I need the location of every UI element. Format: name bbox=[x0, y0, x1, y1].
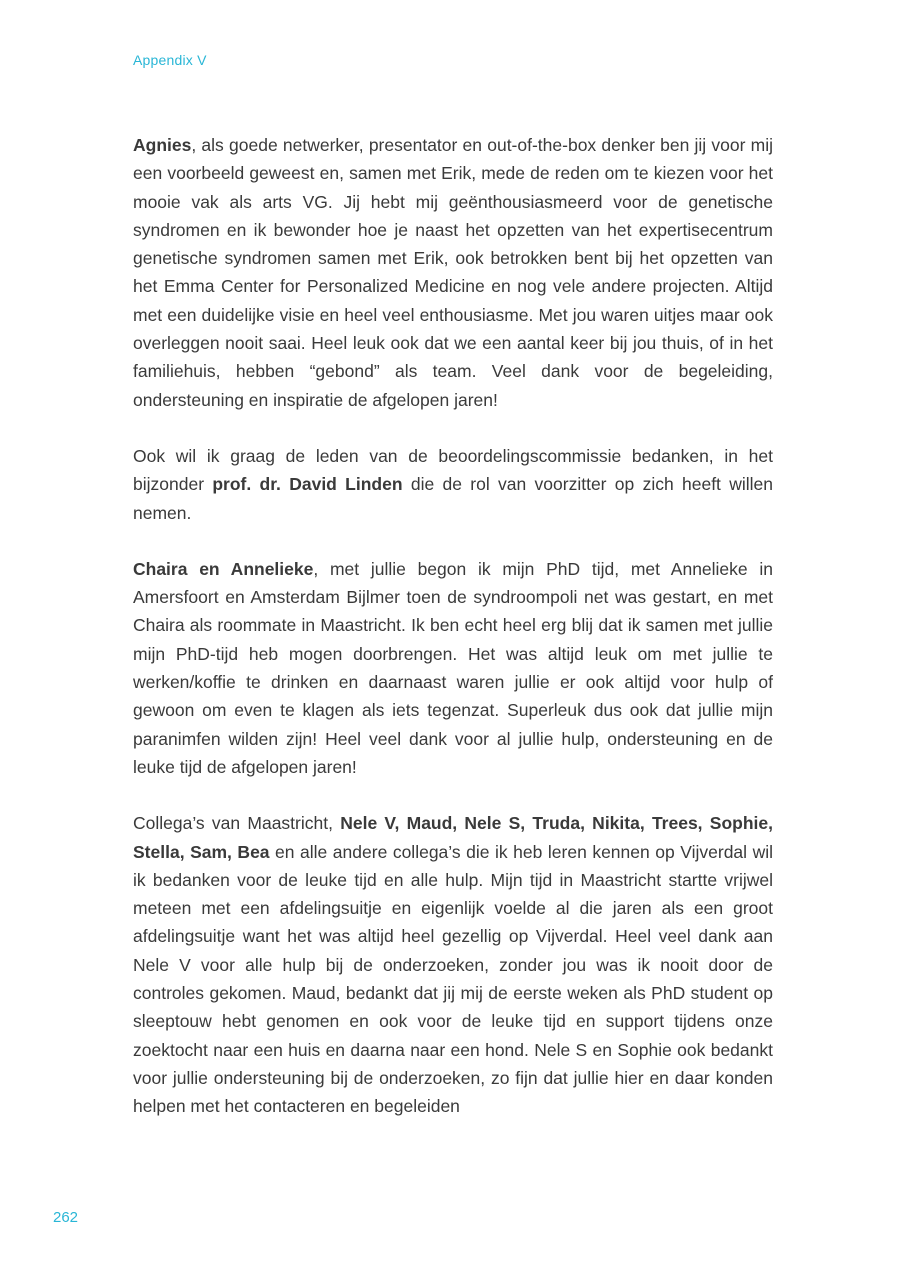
paragraph-text: die de rol van voorzitter op zich heeft willen nemen. bbox=[133, 474, 773, 523]
paragraph-text: Ook wil ik graag de leden van de beoordelingscommissie bedanken, in het bijzonder bbox=[133, 445, 773, 495]
bold-names: Nele V, Maud, Nele S, Truda, Nikita, Trees, Sophie, Stella, Sam, Bea bbox=[133, 813, 773, 862]
paragraph-text: , als goede netwerker, presentator en out-of-the-box denker ben jij voor mij een voorbeeld geweest en, samen met Erik, mede de reden om te kiezen voor het mooie vak als arts VG. Jij hebt mij geënthousiasmeerd voor de genetische syndromen en ik bewonder hoe je naast het opzetten van het expertisecentrum genetische syndromen samen met Erik, ook betrokken bent bij het opzetten van het Emma Center for Personalized Medicine en nog vele andere projecten. Altijd met een duidelijke visie en heel veel enthousiasme. Met jou waren uitjes maar ook overleggen nooit saai. Heel leuk ook dat we een aantal keer bij jou thuis, of in het familiehuis, hebben “gebond” als team. Veel dank voor de begeleiding, ondersteuning en inspiratie de afgelopen jaren! bbox=[133, 135, 773, 410]
paragraph-agnies bbox=[133, 131, 773, 414]
bold-name: Chaira en Annelieke bbox=[133, 558, 314, 579]
paragraph-text: en alle andere collega’s die ik heb leren kennen op Vijverdal wil ik bedanken voor de leuke tijd en alle hulp. Mijn tijd in Maastricht startte vrijwel meteen met een afdelingsuitje en eigenlijk voelde al die jaren als een groot afdelingsuitje want het was altijd heel gezellig op Vijverdal. Heel veel dank aan Nele V voor alle hulp bij de onderzoeken, zonder jou was ik nooit door de controles gekomen. Maud, bedankt dat jij mij de eerste weken als PhD student op sleeptouw hebt genomen en ook voor de leuke tijd en support tijdens onze zoektocht naar een huis en daarna naar een hond. Nele S en Sophie ook bedankt voor jullie ondersteuning bij de onderzoeken, zo fijn dat jullie hier en daar konden helpen met het contacteren en begeleiden bbox=[133, 841, 773, 1117]
paragraph-committee bbox=[133, 442, 773, 527]
bold-name: prof. dr. David Linden bbox=[212, 474, 403, 495]
bold-name: Agnies bbox=[133, 135, 192, 155]
paragraph-paranimfen bbox=[133, 555, 773, 781]
paragraph-text: , met jullie begon ik mijn PhD tijd, met Annelieke in Amersfoort en Amsterdam Bijlmer toen de syndroompoli net was gestart, en met Chaira als roommate in Maastricht. Ik ben echt heel erg blij dat ik samen met jullie mijn PhD-tijd heb mogen doorbrengen. Het was altijd leuk om met jullie te werken/koffie te drinken en daarnaast waren jullie er ook altijd voor hulp of gewoon om even te klagen als iets tegenzat. Superleuk dus ook dat jullie mijn paranimfen wilden zijn! Heel veel dank voor al jullie hulp, ondersteuning en de leuke tijd de afgelopen jaren! bbox=[133, 558, 773, 777]
page-number: 262 bbox=[53, 1209, 79, 1226]
running-header: Appendix V bbox=[133, 52, 207, 68]
page-body bbox=[133, 131, 773, 1149]
paragraph-colleagues bbox=[133, 809, 773, 1120]
paragraph-text: Collega’s van Maastricht, bbox=[133, 813, 341, 834]
